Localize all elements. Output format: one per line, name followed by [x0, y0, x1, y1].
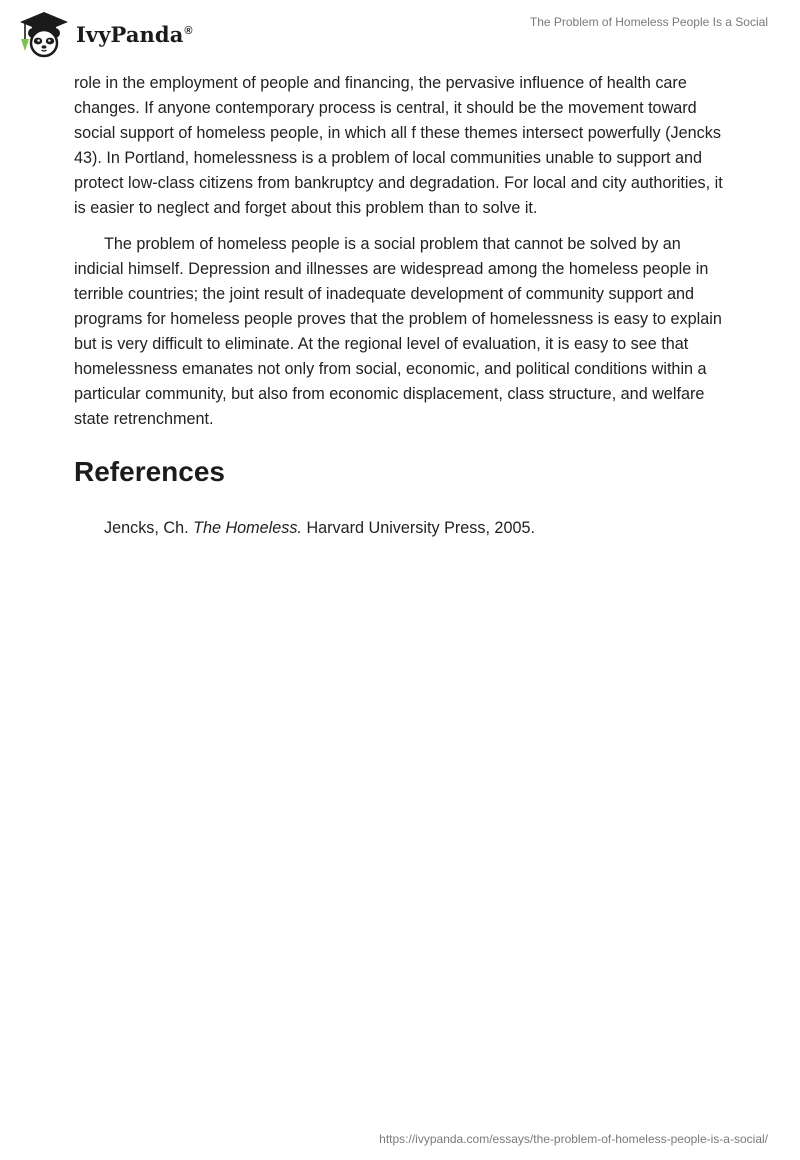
brand-name: IvyPanda: [76, 21, 184, 47]
page-header: [0, 0, 800, 64]
body-paragraph-2: The problem of homeless people is a social problem that cannot be solved by an indicial himself. Depression and illnesses are widespread among the homeless people in terrible countries; the joint result of inadequate development of community support and programs for homeless people proves that the problem of homelessness is easy to explain but is very difficult to eliminate. At the regional level of evaluation, it is easy to see that homelessness emanates not only from social, economic, and political conditions within a particular community, but also from economic displacement, class structure, and welfare state retrenchment.: [74, 235, 722, 428]
registered-mark: ®: [184, 24, 193, 37]
essay-content: [74, 71, 734, 541]
panda-graduate-icon: [16, 8, 72, 58]
logo-wordmark: [76, 22, 193, 47]
reference-entry: [104, 516, 734, 541]
document-title: The Problem of Homeless People Is a Social: [529, 15, 768, 29]
references-heading: References: [74, 456, 225, 487]
reference-publisher: Harvard University Press, 2005.: [306, 519, 535, 537]
source-url[interactable]: https://ivypanda.com/essays/the-problem-of-homeless-people-is-a-social/: [379, 1132, 768, 1146]
body-paragraph-1: role in the employment of people and financing, the pervasive influence of health care changes. If anyone contemporary process is central, it should be the movement toward social support of homeless people, in which all f these themes intersect powerfully (Jencks 43). In Portland, homelessness is a problem of local communities unable to support and protect low-class citizens from bankruptcy and degradation. For local and city authorities, it is easier to neglect and forget about this problem than to solve it.: [74, 74, 723, 217]
reference-title: The Homeless.: [193, 519, 302, 537]
ivypanda-logo[interactable]: [16, 8, 193, 58]
reference-author: Jencks, Ch.: [104, 519, 189, 537]
